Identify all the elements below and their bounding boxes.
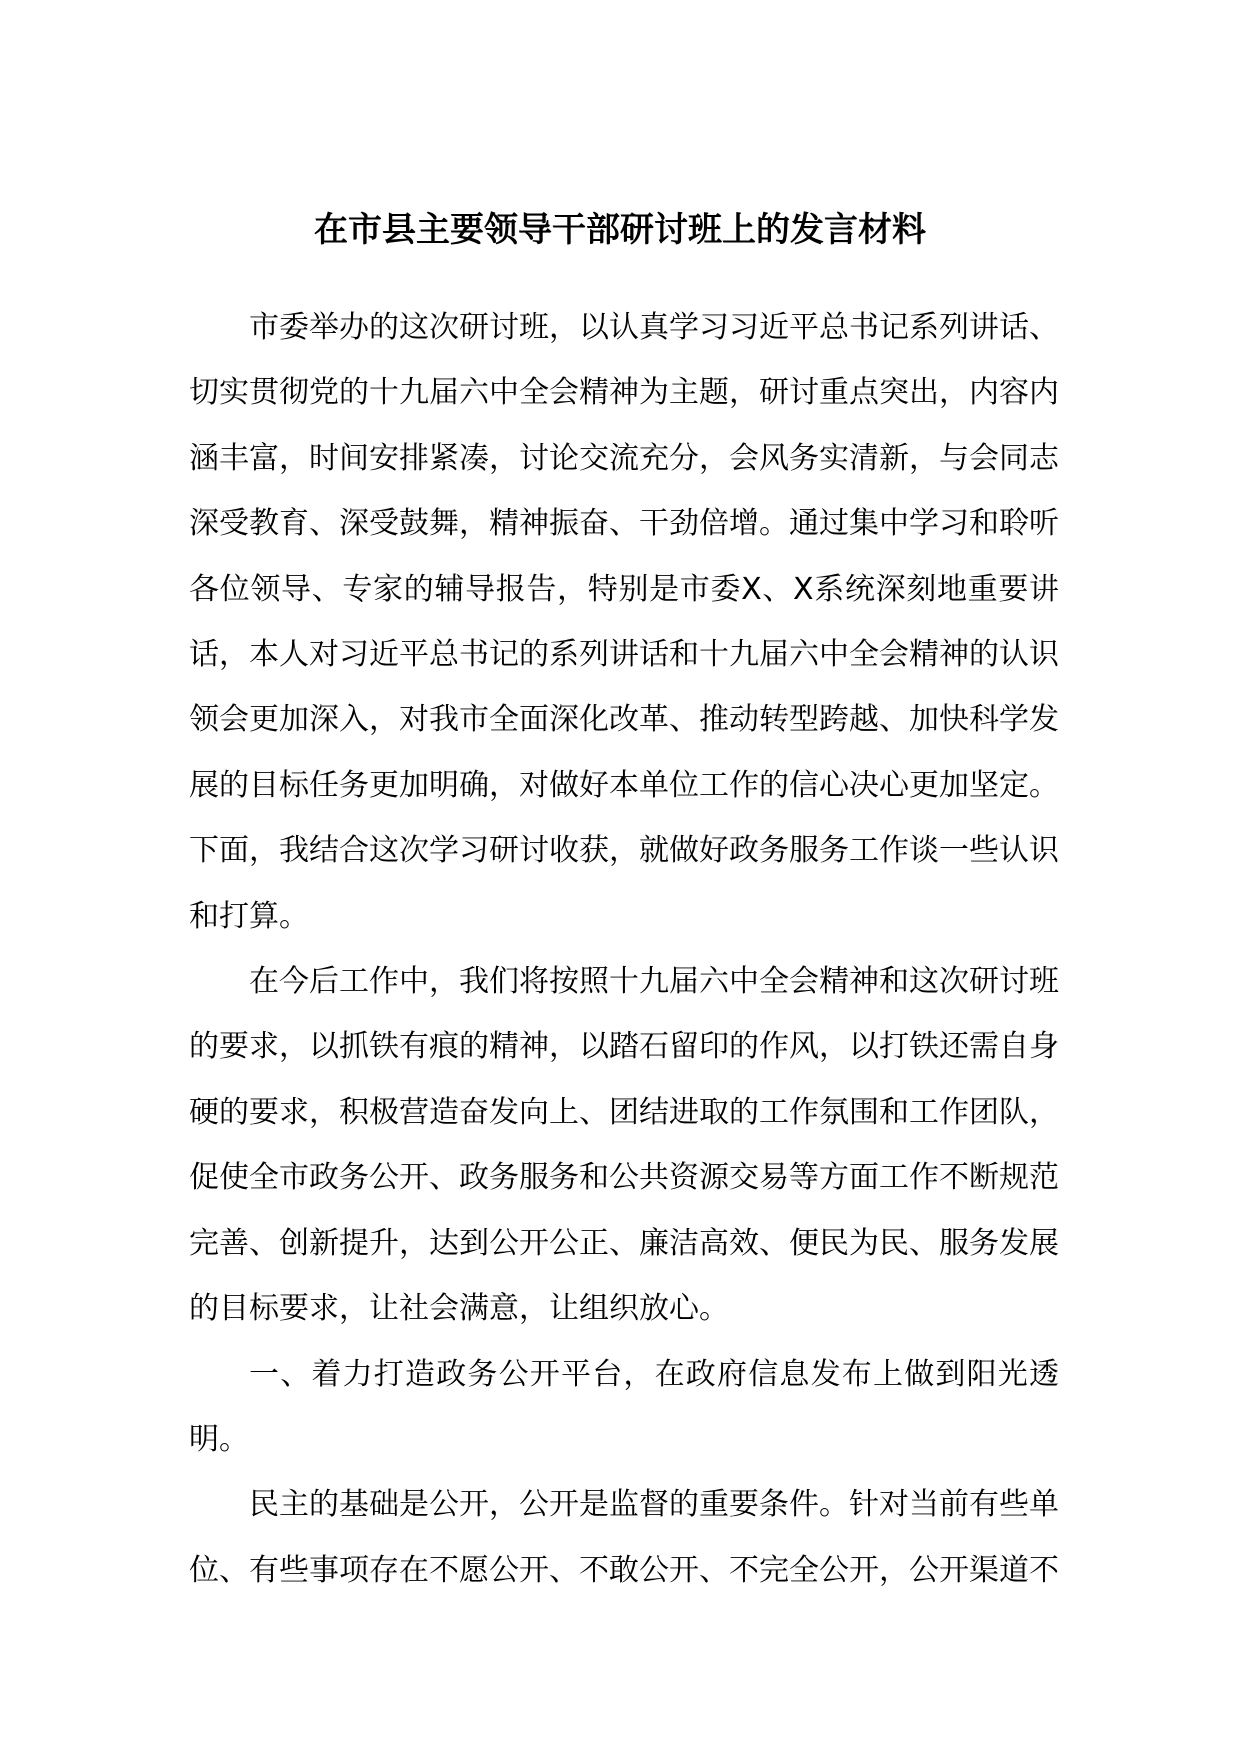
paragraph-openness: 民主的基础是公开，公开是监督的重要条件。针对当前有些单位、有些事项存在不愿公开、不敢公开、不完全公开，公开渠道不 xyxy=(189,1487,1059,1588)
paragraph-intro: 市委举办的这次研讨班，以认真学习习近平总书记系列讲话、切实贯彻党的十九届六中全会精神为主题，研讨重点突出，内容内涵丰富，时间安排紧凑，讨论交流充分，会风务实清新，与会同志深受教育、深受鼓舞，精神振奋、干劲倍增。通过集中学习和聆听各位领导、专家的辅导报告，特别是市委X、X系统深刻地重要讲话，本人对习近平总书记的系列讲话和十九届六中全会精神的认识领会更加深入，对我市全面深化改革、推动转型跨越、加快科学发展的目标任务更加明确，对做好本单位工作的信心决心更加坚定。下面，我结合这次学习研讨收获，就做好政务服务工作谈一些认识和打算。 xyxy=(189,310,1059,934)
document-body xyxy=(189,295,1059,1603)
document-title: 在市县主要领导干部研讨班上的发言材料 xyxy=(314,210,926,250)
paragraph-future-work: 在今后工作中，我们将按照十九届六中全会精神和这次研讨班的要求，以抓铁有痕的精神，以踏石留印的作风，以打铁还需自身硬的要求，积极营造奋发向上、团结进取的工作氛围和工作团队，促使全市政务公开、政务服务和公共资源交易等方面工作不断规范完善、创新提升，达到公开公正、廉洁高效、便民为民、服务发展的目标要求，让社会满意，让组织放心。 xyxy=(189,964,1059,1327)
section-heading-1: 一、着力打造政务公开平台，在政府信息发布上做到阳光透明。 xyxy=(189,1356,1059,1457)
